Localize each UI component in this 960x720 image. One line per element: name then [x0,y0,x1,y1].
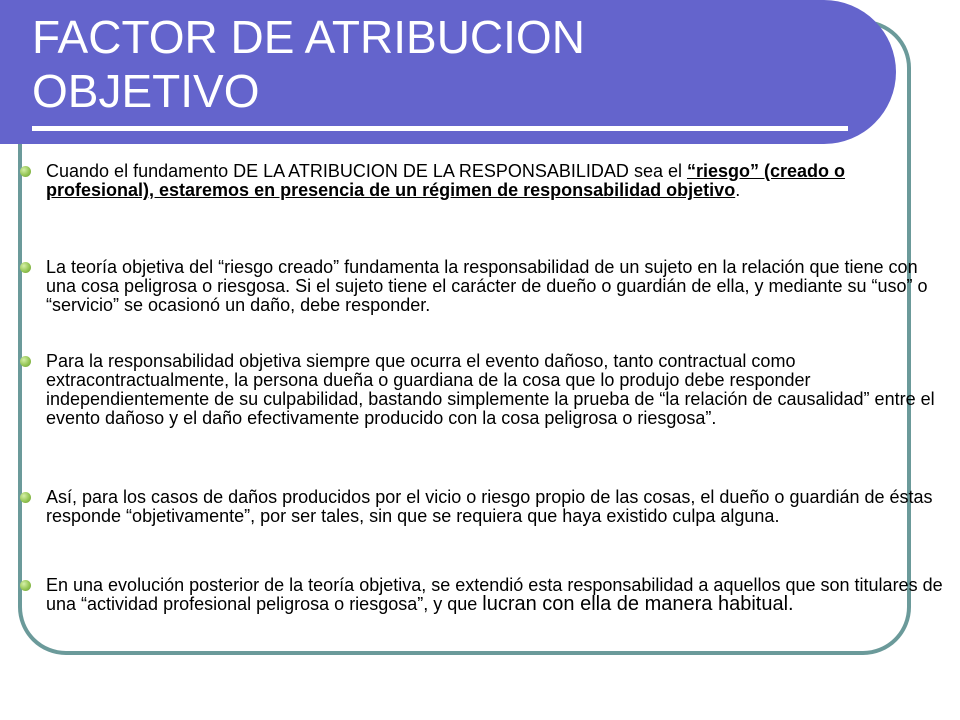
bullet-1-text-c: sea el [628,161,687,181]
title-underline [32,126,848,131]
bullet-1-emphasis: “riesgo” (creado o profesional), estaremos en presencia de un régimen de responsabilidad objetivo [46,161,846,200]
bullet-dot-icon [20,166,31,177]
bullet-dot-icon [20,492,31,503]
bullet-text-1 [46,162,946,200]
bullet-dot-icon [20,356,31,367]
title-banner [0,0,896,144]
bullet-5-text-end: . [788,593,794,615]
bullet-1-text-d: . [735,180,741,200]
title-line-2: OBJETIVO [32,65,260,117]
title-line-1: FACTOR DE ATRIBUCION [32,11,585,63]
slide-title [32,10,852,118]
bullet-1-text-b: DE LA ATRIBUCION DE LA RESPONSABILIDAD [233,161,629,181]
bullet-5-text-large: lucran con ella de manera habitual [482,593,789,615]
bullet-dot-icon [20,262,31,273]
bullet-text-3: Para la responsabilidad objetiva siempre que ocurra el evento dañoso, tanto contractual como extracontractualmente, la persona dueña o guardiana de la cosa que lo produjo debe responder independientemente de su culpabilidad, bastando simplemente la prueba de “la relación de causalidad” entre el evento dañoso y el daño efectivamente producido con la cosa peligrosa o riesgosa”. [46,351,935,428]
bullet-1-text-a: Cuando el fundamento [46,161,234,181]
bullet-5-text-a: En una evolución posterior de la teoría objetiva, se extendió esta responsabilidad a aquellos que son titulares de una “actividad profesional peligrosa o riesgosa”, y que [46,575,943,614]
bullet-dot-icon [20,580,31,591]
bullet-text-2: La teoría objetiva del “riesgo creado” fundamenta la responsabilidad de un sujeto en la relación que tiene con una cosa peligrosa o riesgosa. Si el sujeto tiene el carácter de dueño o guardián de ella, y mediante su “uso” o “servicio” se ocasionó un daño, debe responder. [46,257,928,315]
bullet-text-5 [46,576,946,614]
bullet-text-4: Así, para los casos de daños producidos por el vicio o riesgo propio de las cosas, el dueño o guardián de éstas responde “objetivamente”, por ser tales, sin que se requiera que haya existido culpa alguna. [46,487,933,526]
